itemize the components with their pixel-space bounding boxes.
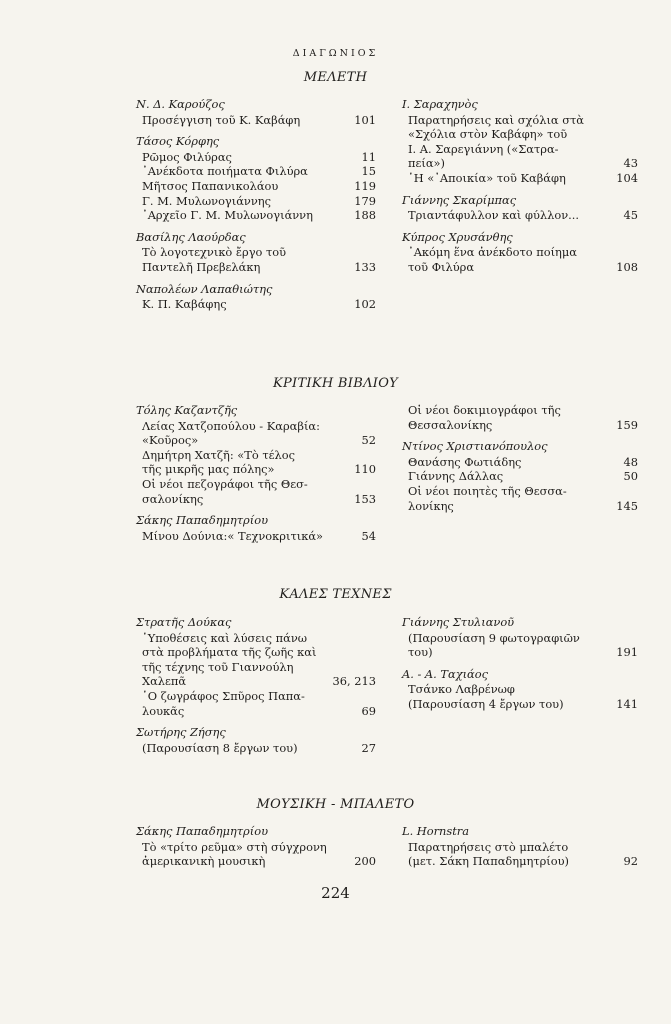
author-name: Ντίνος Χριστιανόπουλος [402, 439, 548, 454]
entry-title: (Παρουσίαση 8 ἔργων του) [142, 740, 298, 755]
toc-entry [142, 164, 376, 179]
entry-page: 133 [354, 259, 376, 274]
entry-page: 27 [361, 740, 376, 755]
entry-page: 102 [354, 297, 376, 312]
section-kritiki-right [402, 403, 638, 513]
entry-title: Παρατηρήσεις καὶ σχόλια στὰ «Σχόλια στὸν Καβάφη» τοῦ Ι. Α. Σαρεγιάννη («Σατρα- πεία») [408, 112, 585, 171]
entry-title: Οἱ νέοι δοκιμιογράφοι τῆς Θεσσαλονίκης [408, 403, 561, 432]
toc-entry [408, 484, 638, 513]
entry-title: Θανάσης Φωτιάδης [408, 454, 522, 469]
entry-page: 11 [361, 149, 376, 164]
toc-entry [408, 840, 638, 869]
entry-page: 179 [354, 193, 376, 208]
toc-entry [408, 208, 638, 223]
author-name: Βασίλης Λαούρδας [136, 229, 246, 244]
entry-title: Τσάνκο Λαβρένωφ (Παρουσίαση 4 ἔργων του) [408, 682, 564, 711]
entry-page: 50 [623, 469, 638, 484]
entry-page: 153 [354, 491, 376, 506]
entry-title: ῾Υποθέσεις καὶ λύσεις πάνω στὰ προβλήματα τῆς ζωῆς καὶ τῆς τέχνης τοῦ Γιαννούλη Χαλεπᾶ [142, 630, 317, 689]
author-name: Σάκης Παπαδημητρίου [136, 824, 268, 838]
author-name: Τόλης Καζαντζῆς [136, 403, 238, 417]
entry-title: Τὸ «τρίτο ρεῦμα» στὴ σύγχρονη ἀμερικανικὴ μουσικὴ [142, 839, 327, 869]
section-title-kritiki: ΚΡΙΤΙΚΗ ΒΙΒΛΙΟΥ [272, 376, 399, 391]
author-name: Στρατῆς Δούκας [136, 615, 232, 629]
toc-entry [408, 171, 638, 186]
entry-page: 69 [361, 703, 376, 718]
entry-title: Λείας Χατζοπούλου - Καραβία: «Κοῦρος» [142, 418, 320, 448]
toc-entry [408, 631, 638, 660]
toc-entry [142, 529, 376, 544]
section-title-meleti: ΜΕΛΕΤΗ [303, 70, 368, 85]
section-meleti-right [402, 97, 638, 275]
entry-title: Δημήτρη Χατζῆ: «Τὸ τέλος τῆς μικρῆς μας πόλης» [142, 447, 295, 477]
toc-entry [408, 113, 638, 171]
author-name: Σάκης Παπαδημητρίου [136, 513, 268, 528]
entry-title: Κ. Π. Καβάφης [142, 297, 227, 312]
toc-entry [142, 150, 376, 165]
entry-title: Μίνου Δούνια:« Τεχνοκριτικά» [142, 528, 323, 543]
toc-entry [142, 208, 376, 223]
entry-page: 48 [623, 454, 638, 469]
entry-page: 54 [361, 528, 376, 543]
entry-title: ᾿Ακόμη ἕνα ἀνέκδοτο ποίημα τοῦ Φιλύρα [408, 245, 577, 274]
entry-page: 108 [616, 259, 638, 274]
entry-title: Μῆτσος Παπανικολάου [142, 178, 279, 193]
entry-page: 45 [623, 208, 638, 223]
author-name: Σωτήρης Ζήσης [136, 725, 226, 740]
entry-title: Οἱ νέοι ποιητὲς τῆς Θεσσα- λονίκης [408, 483, 567, 513]
toc-entry [142, 194, 376, 209]
section-kritiki-left [136, 403, 376, 543]
toc-entry [142, 245, 376, 274]
toc-entry [408, 403, 638, 432]
running-header: ΔΙΑΓΩΝΙΟΣ [292, 48, 379, 59]
entry-title: ῾Ο ζωγράφος Σπῦρος Παπα- λουκᾶς [142, 688, 305, 718]
toc-entry [142, 179, 376, 194]
author-name: Ι. Σαραχηνὸς [402, 97, 478, 111]
toc-entry [142, 631, 376, 689]
section-title-kales: ΚΑΛΕΣ ΤΕΧΝΕΣ [279, 587, 392, 602]
toc-entry [142, 477, 376, 506]
entry-page: 15 [361, 164, 376, 179]
toc-entry [408, 455, 638, 470]
toc-entry [408, 682, 638, 711]
toc-entry [142, 840, 376, 869]
entry-page: 188 [354, 208, 376, 223]
author-name: Ναπολέων Λαπαθιώτης [136, 281, 273, 296]
entry-page: 119 [354, 178, 376, 193]
toc-entry [142, 741, 376, 756]
author-name: Γιάννης Στυλιανοῦ [402, 615, 515, 629]
author-name: Κύπρος Χρυσάνθης [402, 229, 513, 244]
entry-title: Παρατηρήσεις στὸ μπαλέτο (μετ. Σάκη Παπαδημητρίου) [408, 839, 570, 869]
entry-page: 52 [361, 433, 376, 448]
entry-page: 191 [616, 645, 638, 660]
author-name: Ν. Δ. Καρούζος [136, 97, 225, 111]
entry-title: ῾Η «᾿Αποικία» τοῦ Καβάφη [408, 170, 566, 185]
section-meleti-left [136, 97, 376, 312]
section-title-mousiki: ΜΟΥΣΙΚΗ - ΜΠΑΛΕΤΟ [256, 797, 415, 812]
entry-title: Οἱ νέοι πεζογράφοι τῆς Θεσ- σαλονίκης [142, 476, 308, 506]
toc-entry [408, 245, 638, 274]
entry-page: 36, 213 [332, 674, 376, 689]
entry-page: 141 [616, 696, 638, 711]
toc-entry [408, 469, 638, 484]
author-name: Γιάννης Σκαρίμπας [402, 192, 517, 207]
entry-page: 43 [623, 156, 638, 171]
entry-page: 200 [354, 854, 376, 869]
entry-page: 92 [623, 854, 638, 869]
entry-title: Τριαντάφυλλον καὶ φύλλον... [408, 208, 579, 223]
entry-page: 101 [354, 112, 376, 127]
toc-entry [142, 689, 376, 718]
entry-title: (Παρουσίαση 9 φωτογραφιῶν του) [408, 630, 580, 660]
toc-entry [142, 448, 376, 477]
entry-title: Ρῶμος Φιλύρας [142, 149, 232, 164]
entry-page: 104 [616, 170, 638, 185]
toc-entry [142, 419, 376, 448]
entry-title: Προσέγγιση τοῦ Κ. Καβάφη [142, 112, 301, 127]
entry-page: 110 [354, 462, 376, 477]
entry-title: ᾿Ανέκδοτα ποιήματα Φιλύρα [142, 164, 308, 179]
section-kales-left [136, 615, 376, 755]
author-name: Α. - Α. Ταχιάος [402, 666, 488, 681]
entry-title: Τὸ λογοτεχνικὸ ἔργο τοῦ Παντελῆ Πρεβελάκη [142, 245, 287, 274]
section-mousiki-left [136, 824, 376, 869]
entry-page: 145 [616, 498, 638, 513]
author-name: Τάσος Κόρφης [136, 134, 220, 149]
toc-entry [142, 113, 376, 128]
toc-entry [142, 297, 376, 312]
entry-page: 159 [616, 417, 638, 432]
section-mousiki-right [402, 824, 638, 869]
entry-title: ᾿Αρχεῖο Γ. Μ. Μυλωνογιάννη [142, 208, 313, 223]
page-number: 224 [321, 884, 350, 902]
entry-title: Γ. Μ. Μυλωνογιάννης [142, 193, 271, 208]
author-name: L. Hornstra [402, 824, 470, 838]
entry-title: Γιάννης Δάλλας [408, 469, 504, 484]
section-kales-right [402, 615, 638, 712]
